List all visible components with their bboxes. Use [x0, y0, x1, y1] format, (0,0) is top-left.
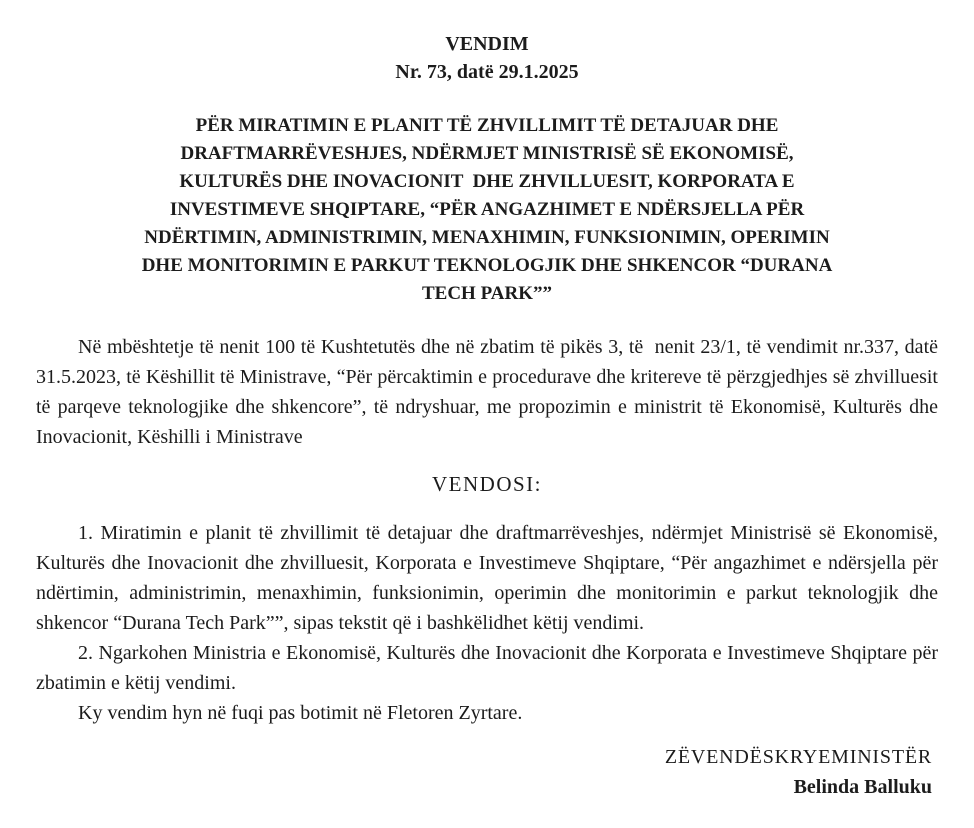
decision-point-2: 2. Ngarkohen Ministria e Ekonomisë, Kulturës dhe Inovacionit dhe Korporata e Investimeve Shqiptare për zbatimin e këtij vendimi. [36, 642, 943, 694]
decision-point-1: 1. Miratimin e planit të zhvillimit të detajuar dhe draftmarrëveshjes, ndërmjet Ministrisë së Ekonomisë, Kulturës dhe Inovacionit dhe zhvilluesit, Korporata e Investimeve Shqiptare, “Për angazhimet e ndërsjella për ndërtimin, administrimin, menaxhimin, funksionimin, operimin dhe monitorimin e parkut teknologjik dhe shkencor “Durana Tech Park””, sipas tekstit që i bashkëlidhet këtij vendimi. [36, 522, 943, 634]
signature-name: Belinda Balluku [793, 776, 932, 798]
legal-basis-paragraph: Në mbështetje të nenit 100 të Kushtetutës dhe në zbatim të pikës 3, të nenit 23/1, të vendimit nr.337, datë 31.5.2023, të Këshillit të Ministrave, “Për përcaktimin e procedurave dhe kritereve të përzgjedhjes së zhvilluesit të parqeve teknologjike dhe shkencore”, të ndryshuar, me propozimin e ministrit të Ekonomisë, Kulturës dhe Inovacionit, Këshilli i Ministrave [36, 336, 943, 448]
subject-heading-line: NDËRTIMIN, ADMINISTRIMIN, MENAXHIMIN, FUNKSIONIMIN, OPERIMIN [144, 227, 830, 248]
decision-keyword: VENDOSI: [432, 472, 542, 496]
subject-heading-line: TECH PARK”” [421, 283, 552, 304]
subject-heading-line: DHE MONITORIMIN E PARKUT TEKNOLOGJIK DHE SHKENCOR “DURANA [141, 255, 833, 276]
subject-heading-line: DRAFTMARRËVESHJES, NDËRMJET MINISTRISË SË EKONOMISË, [180, 143, 794, 164]
subject-heading-line: INVESTIMEVE SHQIPTARE, “PËR ANGAZHIMET E NDËRSJELLA PËR [169, 199, 805, 220]
subject-heading [36, 112, 938, 308]
subject-heading-line: PËR MIRATIMIN E PLANIT TË ZHVILLIMIT TË DETAJUAR DHE [195, 115, 779, 136]
decision-number-date: Nr. 73, datë 29.1.2025 [395, 61, 579, 83]
entry-into-force-line: Ky vendim hyn në fuqi pas botimit në Fletoren Zyrtare. [78, 702, 523, 724]
signature-role: ZËVENDËSKRYEMINISTËR [664, 746, 932, 768]
decision-title: VENDIM [445, 33, 529, 55]
subject-heading-line: KULTURËS DHE INOVACIONIT DHE ZHVILLUESIT, KORPORATA E [179, 171, 795, 192]
signature-block [36, 742, 938, 802]
